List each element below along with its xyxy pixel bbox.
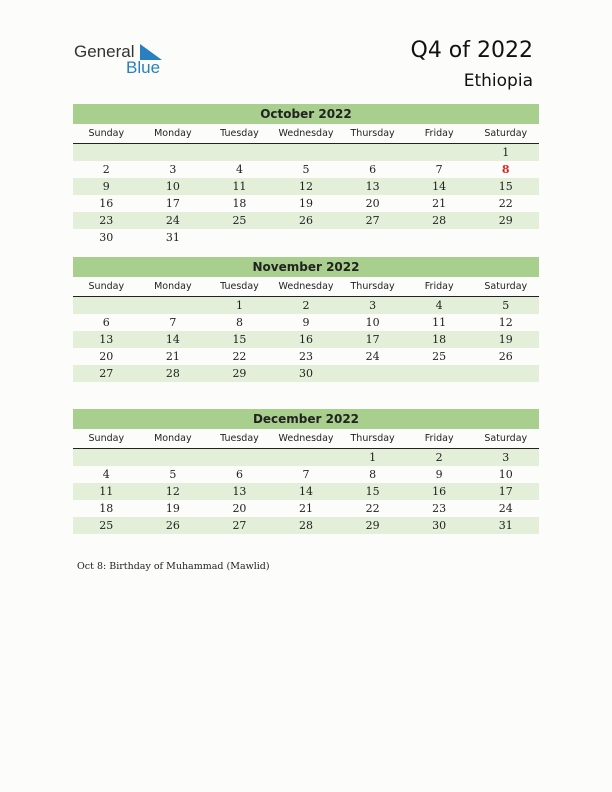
day-cell [406, 365, 473, 382]
day-cell: 11 [232, 180, 247, 193]
day-cell: 7 [302, 468, 310, 481]
day-cell: 16 [432, 485, 447, 498]
day-cell: 30 [299, 367, 314, 380]
day-cell: 7 [435, 163, 443, 176]
day-cell: 29 [232, 367, 247, 380]
weekday-row [73, 126, 539, 144]
holiday-day-cell: 8 [501, 163, 510, 176]
day-cell: 30 [432, 519, 447, 532]
day-cell: 8 [235, 316, 243, 329]
day-cell: 28 [165, 367, 180, 380]
day-cell [73, 144, 140, 161]
day-cell [206, 144, 273, 161]
day-cell: 15 [232, 333, 247, 346]
weekday-label: Friday [424, 433, 454, 444]
day-cell [339, 365, 406, 382]
day-cell: 23 [99, 214, 114, 227]
day-cell [73, 449, 140, 466]
day-cell: 13 [99, 333, 114, 346]
day-cell: 23 [299, 350, 314, 363]
day-cell: 24 [365, 350, 380, 363]
week-row [73, 500, 539, 517]
day-cell: 10 [498, 468, 513, 481]
day-cell: 26 [498, 350, 513, 363]
day-cell: 5 [502, 299, 510, 312]
day-cell [273, 449, 340, 466]
weekday-label: Monday [154, 281, 192, 292]
week-row [73, 229, 539, 246]
day-cell: 18 [99, 502, 114, 515]
day-cell [140, 144, 207, 161]
weekday-label: Saturday [484, 128, 528, 139]
weekday-row [73, 431, 539, 449]
day-cell: 22 [365, 502, 380, 515]
day-cell: 20 [232, 502, 247, 515]
day-cell: 3 [502, 451, 510, 464]
week-row [73, 144, 539, 161]
week-row [73, 466, 539, 483]
day-cell: 16 [99, 197, 114, 210]
day-cell [273, 144, 340, 161]
day-cell: 5 [302, 163, 310, 176]
day-cell: 29 [365, 519, 380, 532]
weekday-label: Thursday [350, 128, 395, 139]
week-row [73, 483, 539, 500]
day-cell: 7 [169, 316, 177, 329]
week-row [73, 297, 539, 314]
weekday-label: Tuesday [220, 433, 259, 444]
day-cell: 26 [299, 214, 314, 227]
day-cell: 19 [165, 502, 180, 515]
weekday-label: Wednesday [278, 433, 334, 444]
month-header: December 2022 [73, 409, 539, 429]
day-cell: 19 [498, 333, 513, 346]
day-cell: 2 [102, 163, 110, 176]
day-cell: 20 [365, 197, 380, 210]
day-cell [140, 297, 207, 314]
day-cell: 30 [99, 231, 114, 244]
day-cell [273, 229, 340, 246]
day-cell: 12 [498, 316, 513, 329]
day-cell: 2 [435, 451, 443, 464]
weekday-label: Wednesday [278, 281, 334, 292]
country-name: Ethiopia [463, 71, 533, 91]
day-cell [339, 229, 406, 246]
day-cell: 15 [365, 485, 380, 498]
weekday-label: Saturday [484, 281, 528, 292]
weekday-label: Thursday [350, 433, 395, 444]
logo-blue-text: Blue [126, 58, 161, 77]
day-cell: 17 [165, 197, 180, 210]
day-cell: 11 [432, 316, 447, 329]
day-cell: 14 [299, 485, 314, 498]
week-row [73, 331, 539, 348]
day-cell: 18 [432, 333, 447, 346]
week-row [73, 517, 539, 534]
day-cell: 24 [498, 502, 513, 515]
weekday-label: Sunday [88, 433, 125, 444]
day-cell: 25 [99, 519, 114, 532]
day-cell: 1 [502, 146, 510, 159]
weekday-row [73, 279, 539, 297]
holiday-note: Oct 8: Birthday of Muhammad (Mawlid) [77, 561, 270, 572]
week-row [73, 161, 539, 178]
day-cell: 20 [99, 350, 114, 363]
day-cell [339, 144, 406, 161]
day-cell: 9 [435, 468, 443, 481]
day-cell: 3 [369, 299, 377, 312]
day-cell: 11 [99, 485, 114, 498]
day-cell: 25 [232, 214, 247, 227]
day-cell [206, 229, 273, 246]
day-cell: 13 [232, 485, 247, 498]
month-calendar [73, 104, 539, 246]
day-cell: 6 [235, 468, 243, 481]
week-row [73, 212, 539, 229]
day-cell: 12 [299, 180, 314, 193]
day-cell [140, 449, 207, 466]
day-cell: 27 [232, 519, 247, 532]
week-row [73, 195, 539, 212]
weekday-label: Monday [154, 433, 192, 444]
day-cell: 25 [432, 350, 447, 363]
weekday-label: Tuesday [220, 128, 259, 139]
weekday-label: Friday [424, 281, 454, 292]
weekday-label: Thursday [350, 281, 395, 292]
day-cell: 31 [165, 231, 180, 244]
day-cell [206, 449, 273, 466]
page-title: Q4 of 2022 [410, 38, 533, 63]
weekday-label: Wednesday [278, 128, 334, 139]
weekday-label: Tuesday [220, 281, 259, 292]
day-cell: 10 [165, 180, 180, 193]
day-cell: 14 [165, 333, 180, 346]
week-row [73, 314, 539, 331]
day-cell: 4 [235, 163, 243, 176]
day-cell: 23 [432, 502, 447, 515]
day-cell: 22 [498, 197, 513, 210]
day-cell: 28 [299, 519, 314, 532]
day-cell: 21 [165, 350, 180, 363]
day-cell: 26 [165, 519, 180, 532]
day-cell [406, 229, 473, 246]
month-calendar [73, 409, 539, 534]
weekday-label: Friday [424, 128, 454, 139]
day-cell: 27 [365, 214, 380, 227]
day-cell: 4 [102, 468, 110, 481]
day-cell [472, 365, 539, 382]
brand-logo [74, 42, 174, 78]
day-cell: 3 [169, 163, 177, 176]
day-cell: 8 [369, 468, 377, 481]
day-cell [472, 229, 539, 246]
week-row [73, 365, 539, 382]
day-cell: 1 [235, 299, 243, 312]
day-cell: 24 [165, 214, 180, 227]
week-row [73, 178, 539, 195]
day-cell: 31 [498, 519, 513, 532]
day-cell: 6 [369, 163, 377, 176]
day-cell [73, 297, 140, 314]
day-cell: 5 [169, 468, 177, 481]
day-cell: 21 [432, 197, 447, 210]
day-cell: 28 [432, 214, 447, 227]
month-header: October 2022 [73, 104, 539, 124]
day-cell: 12 [165, 485, 180, 498]
logo-general-text: General [74, 42, 135, 61]
day-cell: 27 [99, 367, 114, 380]
day-cell: 15 [498, 180, 513, 193]
day-cell: 9 [302, 316, 310, 329]
day-cell: 2 [302, 299, 310, 312]
week-row [73, 348, 539, 365]
weekday-label: Sunday [88, 281, 125, 292]
week-row [73, 449, 539, 466]
month-header: November 2022 [73, 257, 539, 277]
day-cell: 19 [299, 197, 314, 210]
day-cell: 4 [435, 299, 443, 312]
day-cell: 10 [365, 316, 380, 329]
day-cell: 14 [432, 180, 447, 193]
day-cell: 17 [498, 485, 513, 498]
day-cell: 21 [299, 502, 314, 515]
day-cell: 17 [365, 333, 380, 346]
day-cell: 9 [102, 180, 110, 193]
day-cell [406, 144, 473, 161]
day-cell: 16 [299, 333, 314, 346]
weekday-label: Sunday [88, 128, 125, 139]
weekday-label: Monday [154, 128, 192, 139]
day-cell: 1 [369, 451, 377, 464]
month-calendar [73, 257, 539, 382]
day-cell: 29 [498, 214, 513, 227]
day-cell: 22 [232, 350, 247, 363]
day-cell: 6 [102, 316, 110, 329]
weekday-label: Saturday [484, 433, 528, 444]
day-cell: 18 [232, 197, 247, 210]
day-cell: 13 [365, 180, 380, 193]
